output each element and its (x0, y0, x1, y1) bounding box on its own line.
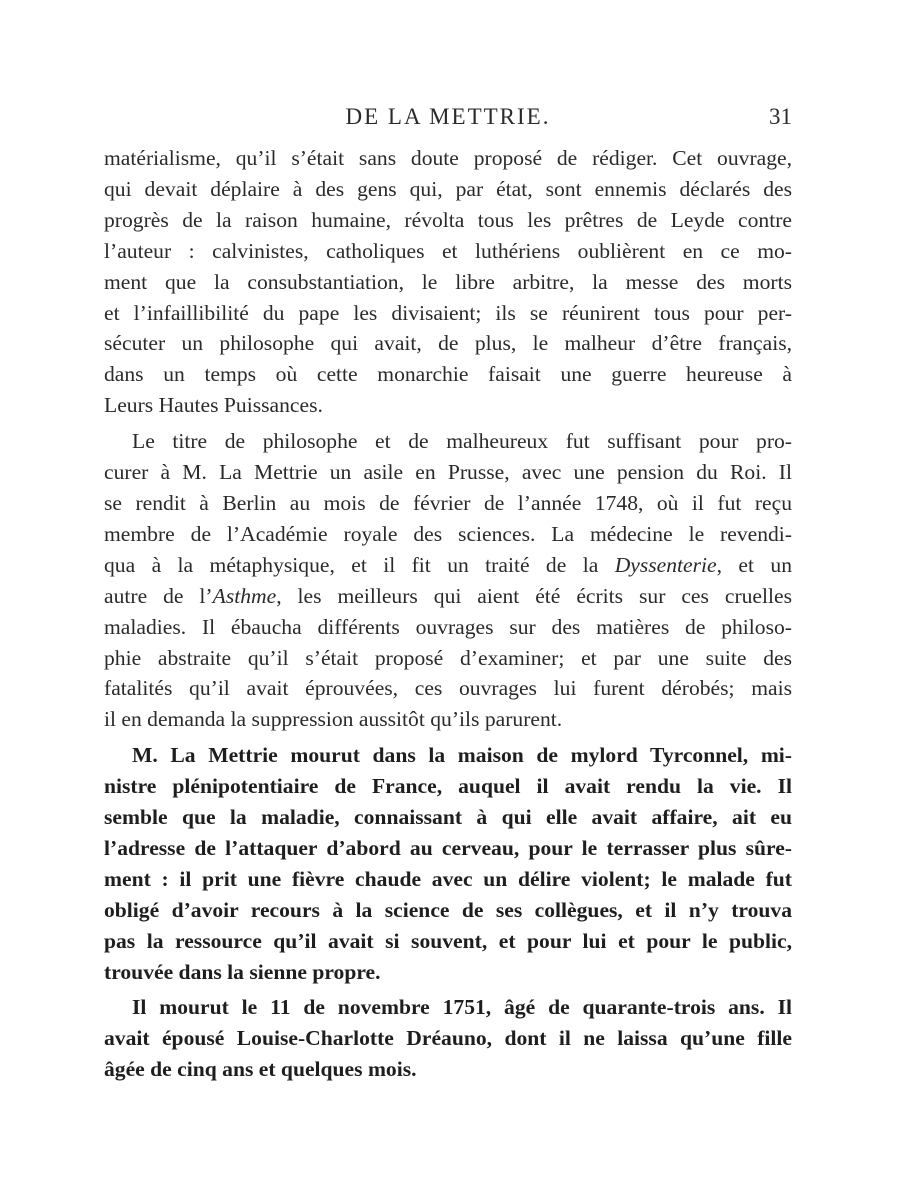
text-line (104, 673, 792, 704)
paragraph (104, 143, 792, 421)
text-line (104, 174, 792, 205)
text-line (104, 957, 792, 988)
text-line (104, 205, 792, 236)
text-run: autre de l’ (104, 583, 213, 608)
text-run: matérialisme, qu’il s’était sans doute proposé de rédiger. Cet ouvrage, (104, 146, 792, 170)
text-run: Leurs Hautes Puissances. (104, 393, 323, 418)
text-run: l’adresse de l’attaquer d’abord au cerveau, pour le terrasser plus sûre- (104, 835, 792, 860)
text-line (104, 488, 792, 519)
text-run: il en demanda la suppression aussitôt qu’ils parurent. (104, 707, 563, 732)
text-line (104, 864, 792, 895)
text-line (104, 457, 792, 488)
text-run: progrès de la raison humaine, révolta tous les prêtres de Leyde contre (104, 207, 792, 232)
text-run: curer à M. La Mettrie un asile en Prusse, avec une pension du Roi. Il (104, 460, 792, 485)
text-line (104, 143, 792, 174)
text-line (104, 1023, 792, 1054)
paragraph (104, 992, 792, 1085)
text-run: , et un (716, 552, 792, 577)
italic-title: Asthme (212, 583, 277, 608)
text-run: ment : il prit une fièvre chaude avec un délire violent; le malade fut (104, 866, 792, 891)
text-run: âgée de cinq ans et quelques mois. (104, 1057, 417, 1082)
text-run: Il mourut le 11 de novembre 1751, âgé de quarante-trois ans. Il (132, 995, 792, 1020)
text-run: Le titre de philosophe et de malheureux fut suffisant pour pro- (132, 429, 792, 454)
text-line (104, 771, 792, 802)
text-line (104, 740, 792, 771)
text-line (104, 992, 792, 1023)
text-run: dans un temps où cette monarchie faisait une guerre heureuse à (104, 362, 792, 387)
text-run: semble que la maladie, connaissant à qui elle avait affaire, ait eu (104, 805, 792, 830)
text-line (104, 328, 792, 359)
paragraph (104, 740, 792, 987)
text-line (104, 704, 792, 735)
text-line (104, 359, 792, 390)
text-run: qui devait déplaire à des gens qui, par état, sont ennemis déclarés des (104, 176, 792, 201)
text-body (104, 143, 792, 1090)
text-line (104, 833, 792, 864)
text-line (104, 926, 792, 957)
text-line (104, 519, 792, 550)
text-run: ment que la consubstantiation, le libre arbitre, la messe des morts (104, 269, 792, 294)
text-line (104, 298, 792, 329)
text-run: obligé d’avoir recours à la science de ses collègues, et il n’y trouva (104, 897, 792, 922)
text-line (104, 390, 792, 421)
text-line (104, 236, 792, 267)
text-line (104, 581, 792, 612)
text-run: et l’infaillibilité du pape les divisaient; ils se réunirent tous pour per- (104, 300, 792, 325)
text-line (104, 267, 792, 298)
text-run: , les meilleurs qui aient été écrits sur ces cruelles (276, 583, 793, 608)
text-run: maladies. Il ébaucha différents ouvrages sur des matières de philoso- (104, 614, 792, 639)
text-line (104, 643, 792, 674)
running-title: DE LA METTRIE. (345, 104, 551, 129)
text-run: nistre plénipotentiaire de France, auquel il avait rendu la vie. Il (104, 774, 792, 799)
text-run: fatalités qu’il avait éprouvées, ces ouvrages lui furent dérobés; mais (104, 676, 792, 701)
text-line (104, 426, 792, 457)
page-header (104, 104, 792, 134)
italic-title: Dyssenterie (614, 552, 717, 577)
text-run: M. La Mettrie mourut dans la maison de mylord Tyrconnel, mi- (132, 743, 792, 768)
paragraph (104, 426, 792, 735)
text-line (104, 1054, 792, 1085)
text-run: pas la ressource qu’il avait si souvent, et pour lui et pour le public, (104, 928, 792, 953)
text-run: se rendit à Berlin au mois de février de l’année 1748, où il fut reçu (104, 490, 792, 515)
text-run: avait épousé Louise-Charlotte Dréauno, dont il ne laissa qu’une fille (104, 1026, 792, 1051)
text-run: l’auteur : calvinistes, catholiques et luthériens oublièrent en ce mo- (104, 238, 792, 263)
text-run: phie abstraite qu’il s’était proposé d’examiner; et par une suite des (104, 645, 792, 670)
text-line (104, 802, 792, 833)
text-line (104, 550, 792, 581)
page-number: 31 (769, 104, 792, 129)
text-run: trouvée dans la sienne propre. (104, 959, 381, 984)
text-line (104, 612, 792, 643)
text-run: membre de l’Académie royale des sciences. La médecine le revendi- (104, 521, 792, 546)
text-run: qua à la métaphysique, et il fit un traité de la (104, 552, 615, 577)
text-line (104, 895, 792, 926)
text-run: sécuter un philosophe qui avait, de plus, le malheur d’être français, (104, 331, 792, 356)
